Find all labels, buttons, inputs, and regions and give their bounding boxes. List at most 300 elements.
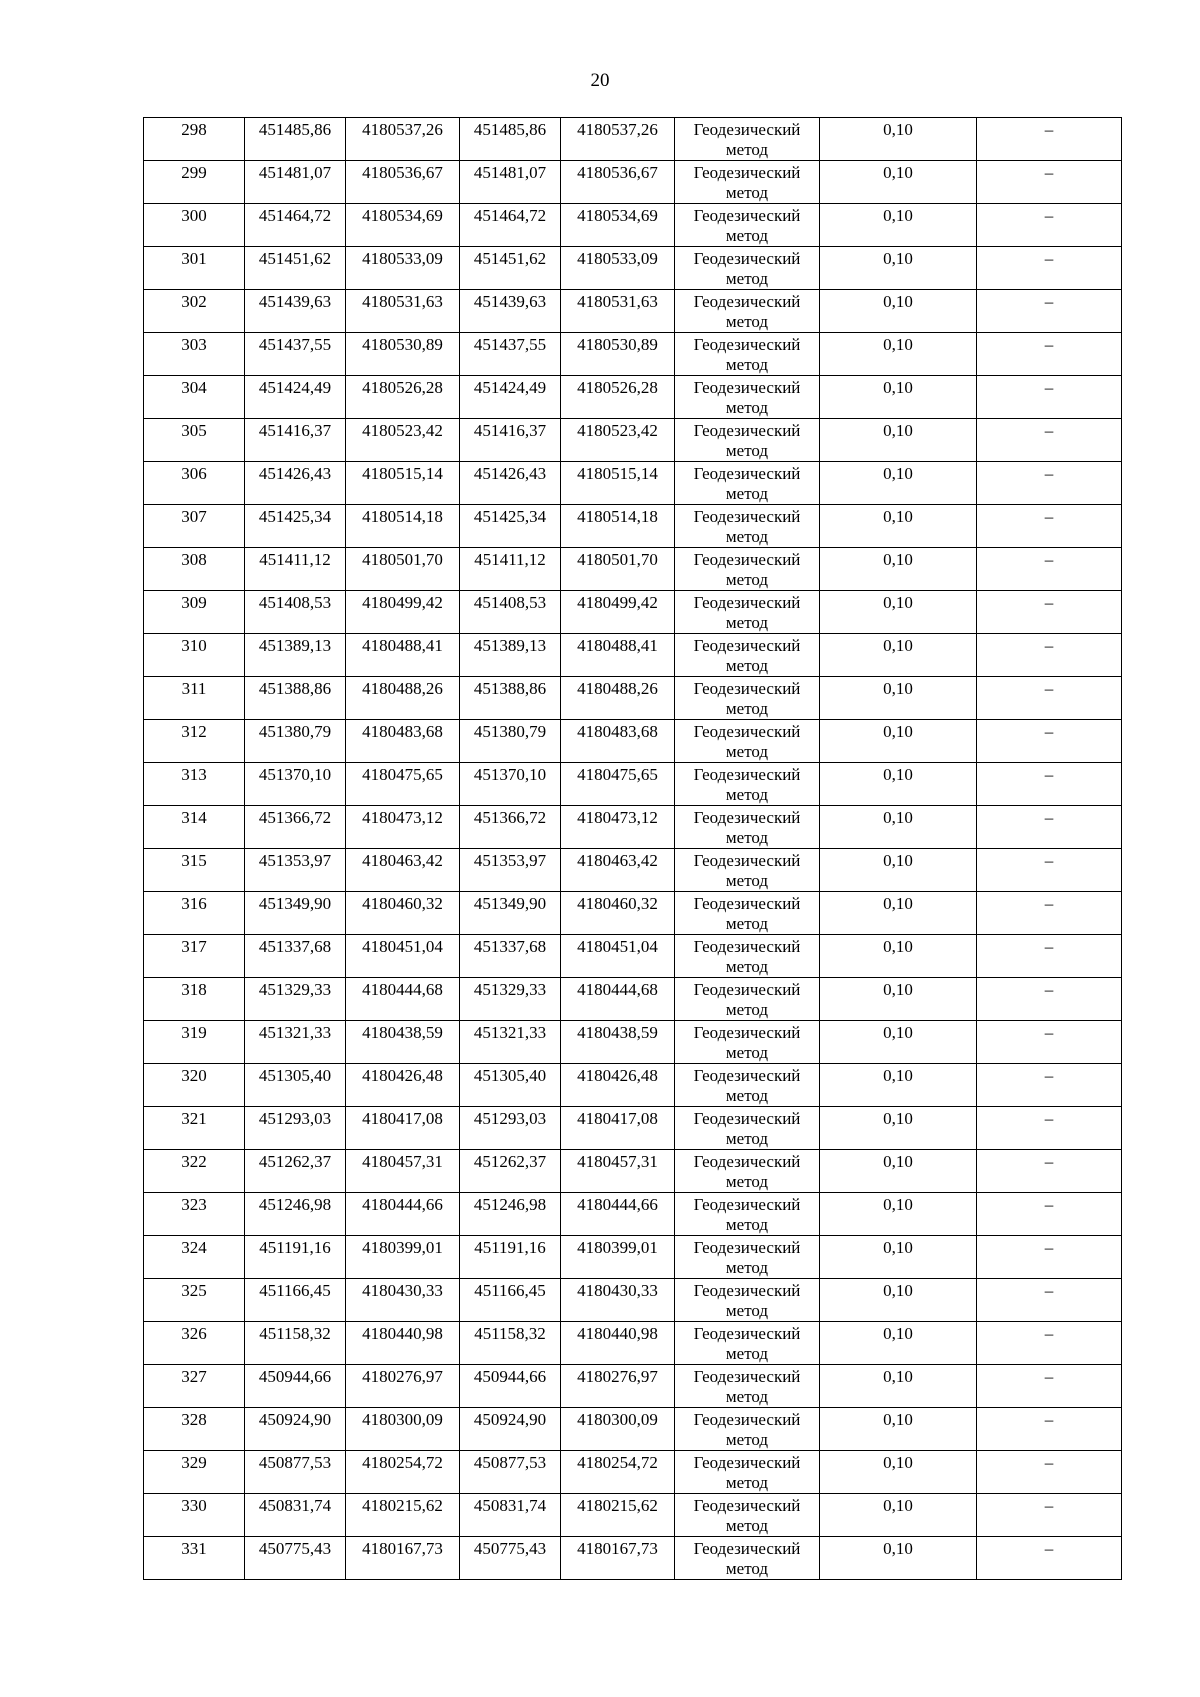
note-cell: – <box>977 376 1122 419</box>
point-number-cell: 318 <box>144 978 245 1021</box>
refined-x-cell: 451305,40 <box>460 1064 561 1107</box>
point-number-cell: 328 <box>144 1408 245 1451</box>
accuracy-cell: 0,10 <box>820 1537 977 1580</box>
existing-x-cell: 451353,97 <box>245 849 346 892</box>
accuracy-cell: 0,10 <box>820 161 977 204</box>
existing-x-cell: 451425,34 <box>245 505 346 548</box>
refined-x-cell: 451191,16 <box>460 1236 561 1279</box>
note-cell: – <box>977 505 1122 548</box>
table-row <box>144 1365 1122 1408</box>
accuracy-cell: 0,10 <box>820 1150 977 1193</box>
accuracy-cell: 0,10 <box>820 1322 977 1365</box>
existing-x-cell: 451464,72 <box>245 204 346 247</box>
refined-x-cell: 451437,55 <box>460 333 561 376</box>
accuracy-cell: 0,10 <box>820 978 977 1021</box>
method-cell: Геодезический метод <box>675 1236 820 1279</box>
table-row <box>144 1494 1122 1537</box>
note-cell: – <box>977 1537 1122 1580</box>
existing-x-cell: 450944,66 <box>245 1365 346 1408</box>
point-number-cell: 319 <box>144 1021 245 1064</box>
note-cell: – <box>977 1064 1122 1107</box>
note-cell: – <box>977 118 1122 161</box>
refined-x-cell: 451158,32 <box>460 1322 561 1365</box>
refined-y-cell: 4180463,42 <box>561 849 675 892</box>
accuracy-cell: 0,10 <box>820 892 977 935</box>
refined-y-cell: 4180444,66 <box>561 1193 675 1236</box>
refined-y-cell: 4180276,97 <box>561 1365 675 1408</box>
table-row <box>144 720 1122 763</box>
refined-y-cell: 4180499,42 <box>561 591 675 634</box>
method-cell: Геодезический метод <box>675 1365 820 1408</box>
accuracy-cell: 0,10 <box>820 376 977 419</box>
note-cell: – <box>977 1150 1122 1193</box>
point-number-cell: 314 <box>144 806 245 849</box>
refined-x-cell: 451370,10 <box>460 763 561 806</box>
table-row <box>144 677 1122 720</box>
existing-x-cell: 450831,74 <box>245 1494 346 1537</box>
existing-x-cell: 451293,03 <box>245 1107 346 1150</box>
existing-y-cell: 4180254,72 <box>346 1451 460 1494</box>
existing-x-cell: 451158,32 <box>245 1322 346 1365</box>
note-cell: – <box>977 1494 1122 1537</box>
table-row <box>144 1322 1122 1365</box>
method-cell: Геодезический метод <box>675 204 820 247</box>
refined-y-cell: 4180444,68 <box>561 978 675 1021</box>
existing-y-cell: 4180215,62 <box>346 1494 460 1537</box>
refined-y-cell: 4180534,69 <box>561 204 675 247</box>
method-cell: Геодезический метод <box>675 806 820 849</box>
point-number-cell: 316 <box>144 892 245 935</box>
note-cell: – <box>977 204 1122 247</box>
refined-y-cell: 4180167,73 <box>561 1537 675 1580</box>
existing-x-cell: 450877,53 <box>245 1451 346 1494</box>
table-row <box>144 763 1122 806</box>
existing-x-cell: 451191,16 <box>245 1236 346 1279</box>
refined-x-cell: 450877,53 <box>460 1451 561 1494</box>
table-row <box>144 1236 1122 1279</box>
page-number: 20 <box>590 70 610 91</box>
accuracy-cell: 0,10 <box>820 333 977 376</box>
refined-y-cell: 4180254,72 <box>561 1451 675 1494</box>
existing-x-cell: 451388,86 <box>245 677 346 720</box>
accuracy-cell: 0,10 <box>820 1408 977 1451</box>
point-number-cell: 329 <box>144 1451 245 1494</box>
point-number-cell: 308 <box>144 548 245 591</box>
existing-x-cell: 451305,40 <box>245 1064 346 1107</box>
existing-y-cell: 4180499,42 <box>346 591 460 634</box>
point-number-cell: 301 <box>144 247 245 290</box>
existing-x-cell: 451437,55 <box>245 333 346 376</box>
point-number-cell: 320 <box>144 1064 245 1107</box>
refined-y-cell: 4180483,68 <box>561 720 675 763</box>
refined-x-cell: 451353,97 <box>460 849 561 892</box>
table-row <box>144 333 1122 376</box>
accuracy-cell: 0,10 <box>820 548 977 591</box>
refined-x-cell: 451425,34 <box>460 505 561 548</box>
refined-x-cell: 451389,13 <box>460 634 561 677</box>
accuracy-cell: 0,10 <box>820 290 977 333</box>
refined-y-cell: 4180488,41 <box>561 634 675 677</box>
refined-x-cell: 451366,72 <box>460 806 561 849</box>
accuracy-cell: 0,10 <box>820 849 977 892</box>
existing-y-cell: 4180457,31 <box>346 1150 460 1193</box>
existing-x-cell: 451166,45 <box>245 1279 346 1322</box>
method-cell: Геодезический метод <box>675 161 820 204</box>
point-number-cell: 322 <box>144 1150 245 1193</box>
refined-y-cell: 4180426,48 <box>561 1064 675 1107</box>
method-cell: Геодезический метод <box>675 892 820 935</box>
existing-y-cell: 4180483,68 <box>346 720 460 763</box>
point-number-cell: 298 <box>144 118 245 161</box>
existing-y-cell: 4180430,33 <box>346 1279 460 1322</box>
refined-x-cell: 451451,62 <box>460 247 561 290</box>
existing-y-cell: 4180514,18 <box>346 505 460 548</box>
refined-x-cell: 451439,63 <box>460 290 561 333</box>
note-cell: – <box>977 634 1122 677</box>
note-cell: – <box>977 247 1122 290</box>
table-row <box>144 505 1122 548</box>
method-cell: Геодезический метод <box>675 548 820 591</box>
note-cell: – <box>977 1279 1122 1322</box>
existing-y-cell: 4180463,42 <box>346 849 460 892</box>
table-row <box>144 1064 1122 1107</box>
accuracy-cell: 0,10 <box>820 1193 977 1236</box>
table-row <box>144 118 1122 161</box>
existing-x-cell: 451389,13 <box>245 634 346 677</box>
existing-x-cell: 451321,33 <box>245 1021 346 1064</box>
accuracy-cell: 0,10 <box>820 1494 977 1537</box>
point-number-cell: 315 <box>144 849 245 892</box>
table-row <box>144 1021 1122 1064</box>
note-cell: – <box>977 720 1122 763</box>
note-cell: – <box>977 763 1122 806</box>
existing-y-cell: 4180399,01 <box>346 1236 460 1279</box>
note-cell: – <box>977 1107 1122 1150</box>
existing-x-cell: 451370,10 <box>245 763 346 806</box>
accuracy-cell: 0,10 <box>820 419 977 462</box>
note-cell: – <box>977 591 1122 634</box>
existing-x-cell: 451366,72 <box>245 806 346 849</box>
note-cell: – <box>977 419 1122 462</box>
table-row <box>144 376 1122 419</box>
note-cell: – <box>977 161 1122 204</box>
refined-y-cell: 4180457,31 <box>561 1150 675 1193</box>
point-number-cell: 312 <box>144 720 245 763</box>
refined-x-cell: 451388,86 <box>460 677 561 720</box>
method-cell: Геодезический метод <box>675 763 820 806</box>
existing-y-cell: 4180167,73 <box>346 1537 460 1580</box>
existing-y-cell: 4180501,70 <box>346 548 460 591</box>
method-cell: Геодезический метод <box>675 247 820 290</box>
existing-y-cell: 4180438,59 <box>346 1021 460 1064</box>
method-cell: Геодезический метод <box>675 1537 820 1580</box>
table-row <box>144 204 1122 247</box>
refined-x-cell: 451329,33 <box>460 978 561 1021</box>
point-number-cell: 331 <box>144 1537 245 1580</box>
existing-y-cell: 4180533,09 <box>346 247 460 290</box>
accuracy-cell: 0,10 <box>820 763 977 806</box>
accuracy-cell: 0,10 <box>820 505 977 548</box>
method-cell: Геодезический метод <box>675 1279 820 1322</box>
accuracy-cell: 0,10 <box>820 462 977 505</box>
existing-y-cell: 4180475,65 <box>346 763 460 806</box>
refined-x-cell: 451424,49 <box>460 376 561 419</box>
table-row <box>144 1150 1122 1193</box>
refined-x-cell: 451464,72 <box>460 204 561 247</box>
existing-y-cell: 4180531,63 <box>346 290 460 333</box>
point-number-cell: 306 <box>144 462 245 505</box>
existing-y-cell: 4180530,89 <box>346 333 460 376</box>
point-number-cell: 323 <box>144 1193 245 1236</box>
existing-x-cell: 451485,86 <box>245 118 346 161</box>
existing-y-cell: 4180426,48 <box>346 1064 460 1107</box>
existing-y-cell: 4180451,04 <box>346 935 460 978</box>
note-cell: – <box>977 892 1122 935</box>
refined-y-cell: 4180514,18 <box>561 505 675 548</box>
accuracy-cell: 0,10 <box>820 1279 977 1322</box>
table-row <box>144 892 1122 935</box>
existing-y-cell: 4180526,28 <box>346 376 460 419</box>
point-number-cell: 304 <box>144 376 245 419</box>
table-body <box>144 118 1122 1580</box>
note-cell: – <box>977 849 1122 892</box>
method-cell: Геодезический метод <box>675 505 820 548</box>
table-row <box>144 1279 1122 1322</box>
refined-x-cell: 450775,43 <box>460 1537 561 1580</box>
method-cell: Геодезический метод <box>675 1494 820 1537</box>
accuracy-cell: 0,10 <box>820 591 977 634</box>
method-cell: Геодезический метод <box>675 333 820 376</box>
accuracy-cell: 0,10 <box>820 1236 977 1279</box>
method-cell: Геодезический метод <box>675 1408 820 1451</box>
refined-x-cell: 451349,90 <box>460 892 561 935</box>
table-row <box>144 1451 1122 1494</box>
refined-y-cell: 4180531,63 <box>561 290 675 333</box>
note-cell: – <box>977 1021 1122 1064</box>
point-number-cell: 317 <box>144 935 245 978</box>
existing-x-cell: 451424,49 <box>245 376 346 419</box>
existing-y-cell: 4180417,08 <box>346 1107 460 1150</box>
method-cell: Геодезический метод <box>675 419 820 462</box>
note-cell: – <box>977 935 1122 978</box>
refined-x-cell: 451485,86 <box>460 118 561 161</box>
existing-x-cell: 451439,63 <box>245 290 346 333</box>
accuracy-cell: 0,10 <box>820 1451 977 1494</box>
note-cell: – <box>977 1365 1122 1408</box>
existing-x-cell: 450775,43 <box>245 1537 346 1580</box>
refined-y-cell: 4180451,04 <box>561 935 675 978</box>
refined-x-cell: 451246,98 <box>460 1193 561 1236</box>
accuracy-cell: 0,10 <box>820 720 977 763</box>
table-row <box>144 1408 1122 1451</box>
refined-x-cell: 451321,33 <box>460 1021 561 1064</box>
table-row <box>144 462 1122 505</box>
refined-y-cell: 4180533,09 <box>561 247 675 290</box>
existing-y-cell: 4180473,12 <box>346 806 460 849</box>
note-cell: – <box>977 1451 1122 1494</box>
note-cell: – <box>977 806 1122 849</box>
refined-x-cell: 451166,45 <box>460 1279 561 1322</box>
table-row <box>144 161 1122 204</box>
refined-y-cell: 4180440,98 <box>561 1322 675 1365</box>
refined-y-cell: 4180488,26 <box>561 677 675 720</box>
table-row <box>144 1537 1122 1580</box>
method-cell: Геодезический метод <box>675 1193 820 1236</box>
refined-x-cell: 450831,74 <box>460 1494 561 1537</box>
table-row <box>144 290 1122 333</box>
method-cell: Геодезический метод <box>675 720 820 763</box>
method-cell: Геодезический метод <box>675 978 820 1021</box>
existing-x-cell: 451451,62 <box>245 247 346 290</box>
existing-x-cell: 450924,90 <box>245 1408 346 1451</box>
point-number-cell: 324 <box>144 1236 245 1279</box>
note-cell: – <box>977 548 1122 591</box>
accuracy-cell: 0,10 <box>820 634 977 677</box>
refined-y-cell: 4180300,09 <box>561 1408 675 1451</box>
method-cell: Геодезический метод <box>675 290 820 333</box>
method-cell: Геодезический метод <box>675 118 820 161</box>
refined-y-cell: 4180475,65 <box>561 763 675 806</box>
note-cell: – <box>977 1408 1122 1451</box>
point-number-cell: 309 <box>144 591 245 634</box>
refined-x-cell: 451380,79 <box>460 720 561 763</box>
existing-y-cell: 4180444,66 <box>346 1193 460 1236</box>
point-number-cell: 299 <box>144 161 245 204</box>
existing-x-cell: 451262,37 <box>245 1150 346 1193</box>
table-row <box>144 806 1122 849</box>
method-cell: Геодезический метод <box>675 591 820 634</box>
method-cell: Геодезический метод <box>675 376 820 419</box>
refined-x-cell: 451481,07 <box>460 161 561 204</box>
existing-y-cell: 4180460,32 <box>346 892 460 935</box>
table-row <box>144 978 1122 1021</box>
refined-y-cell: 4180530,89 <box>561 333 675 376</box>
refined-y-cell: 4180523,42 <box>561 419 675 462</box>
note-cell: – <box>977 333 1122 376</box>
method-cell: Геодезический метод <box>675 849 820 892</box>
refined-x-cell: 451262,37 <box>460 1150 561 1193</box>
method-cell: Геодезический метод <box>675 677 820 720</box>
refined-y-cell: 4180515,14 <box>561 462 675 505</box>
method-cell: Геодезический метод <box>675 935 820 978</box>
note-cell: – <box>977 1236 1122 1279</box>
refined-y-cell: 4180536,67 <box>561 161 675 204</box>
point-number-cell: 313 <box>144 763 245 806</box>
point-number-cell: 330 <box>144 1494 245 1537</box>
method-cell: Геодезический метод <box>675 1064 820 1107</box>
existing-y-cell: 4180537,26 <box>346 118 460 161</box>
existing-y-cell: 4180440,98 <box>346 1322 460 1365</box>
existing-x-cell: 451329,33 <box>245 978 346 1021</box>
refined-y-cell: 4180537,26 <box>561 118 675 161</box>
existing-y-cell: 4180276,97 <box>346 1365 460 1408</box>
point-number-cell: 326 <box>144 1322 245 1365</box>
table-row <box>144 849 1122 892</box>
table-row <box>144 1193 1122 1236</box>
refined-x-cell: 450944,66 <box>460 1365 561 1408</box>
coordinates-table <box>143 117 1122 1580</box>
method-cell: Геодезический метод <box>675 1451 820 1494</box>
existing-y-cell: 4180488,41 <box>346 634 460 677</box>
refined-y-cell: 4180460,32 <box>561 892 675 935</box>
note-cell: – <box>977 290 1122 333</box>
accuracy-cell: 0,10 <box>820 1021 977 1064</box>
point-number-cell: 303 <box>144 333 245 376</box>
table-row <box>144 634 1122 677</box>
accuracy-cell: 0,10 <box>820 935 977 978</box>
table-row <box>144 247 1122 290</box>
existing-y-cell: 4180536,67 <box>346 161 460 204</box>
method-cell: Геодезический метод <box>675 1322 820 1365</box>
point-number-cell: 325 <box>144 1279 245 1322</box>
existing-y-cell: 4180523,42 <box>346 419 460 462</box>
point-number-cell: 307 <box>144 505 245 548</box>
method-cell: Геодезический метод <box>675 462 820 505</box>
refined-y-cell: 4180430,33 <box>561 1279 675 1322</box>
point-number-cell: 302 <box>144 290 245 333</box>
accuracy-cell: 0,10 <box>820 204 977 247</box>
table-row <box>144 1107 1122 1150</box>
refined-y-cell: 4180501,70 <box>561 548 675 591</box>
note-cell: – <box>977 462 1122 505</box>
point-number-cell: 305 <box>144 419 245 462</box>
point-number-cell: 321 <box>144 1107 245 1150</box>
note-cell: – <box>977 1193 1122 1236</box>
existing-x-cell: 451246,98 <box>245 1193 346 1236</box>
note-cell: – <box>977 1322 1122 1365</box>
accuracy-cell: 0,10 <box>820 806 977 849</box>
method-cell: Геодезический метод <box>675 634 820 677</box>
existing-y-cell: 4180444,68 <box>346 978 460 1021</box>
existing-x-cell: 451337,68 <box>245 935 346 978</box>
existing-x-cell: 451426,43 <box>245 462 346 505</box>
point-number-cell: 310 <box>144 634 245 677</box>
point-number-cell: 300 <box>144 204 245 247</box>
table-row <box>144 548 1122 591</box>
note-cell: – <box>977 677 1122 720</box>
existing-y-cell: 4180488,26 <box>346 677 460 720</box>
refined-y-cell: 4180215,62 <box>561 1494 675 1537</box>
method-cell: Геодезический метод <box>675 1021 820 1064</box>
refined-x-cell: 451293,03 <box>460 1107 561 1150</box>
existing-y-cell: 4180534,69 <box>346 204 460 247</box>
point-number-cell: 327 <box>144 1365 245 1408</box>
refined-x-cell: 451426,43 <box>460 462 561 505</box>
existing-x-cell: 451411,12 <box>245 548 346 591</box>
existing-x-cell: 451349,90 <box>245 892 346 935</box>
refined-y-cell: 4180526,28 <box>561 376 675 419</box>
existing-x-cell: 451380,79 <box>245 720 346 763</box>
table-row <box>144 935 1122 978</box>
table-row <box>144 419 1122 462</box>
existing-y-cell: 4180300,09 <box>346 1408 460 1451</box>
refined-x-cell: 451408,53 <box>460 591 561 634</box>
existing-x-cell: 451481,07 <box>245 161 346 204</box>
point-number-cell: 311 <box>144 677 245 720</box>
accuracy-cell: 0,10 <box>820 1365 977 1408</box>
refined-x-cell: 451416,37 <box>460 419 561 462</box>
accuracy-cell: 0,10 <box>820 1107 977 1150</box>
method-cell: Геодезический метод <box>675 1107 820 1150</box>
accuracy-cell: 0,10 <box>820 1064 977 1107</box>
refined-x-cell: 451411,12 <box>460 548 561 591</box>
refined-x-cell: 451337,68 <box>460 935 561 978</box>
existing-y-cell: 4180515,14 <box>346 462 460 505</box>
note-cell: – <box>977 978 1122 1021</box>
existing-x-cell: 451416,37 <box>245 419 346 462</box>
refined-y-cell: 4180399,01 <box>561 1236 675 1279</box>
refined-x-cell: 450924,90 <box>460 1408 561 1451</box>
